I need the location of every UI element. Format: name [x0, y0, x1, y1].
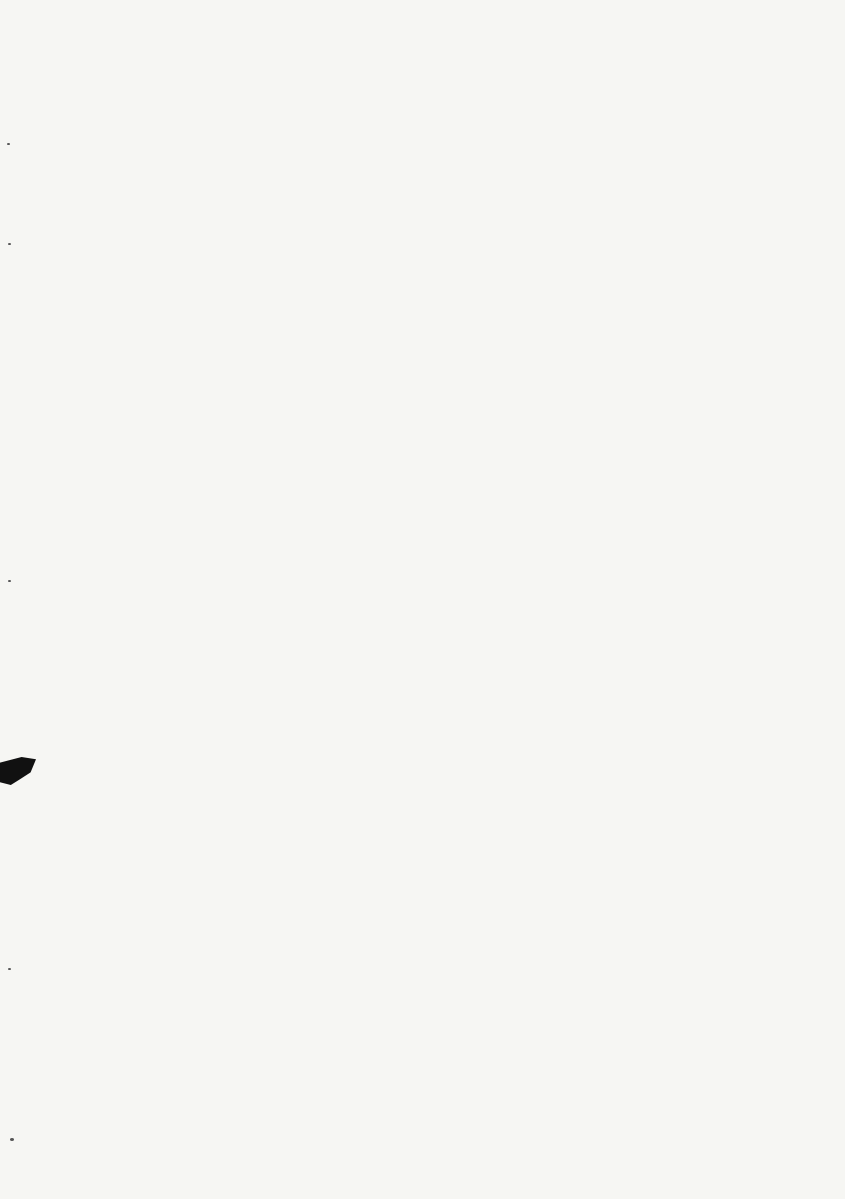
scan-mark: [7, 143, 10, 145]
ink-blot: [0, 757, 36, 785]
scan-mark: [8, 968, 11, 970]
scan-mark: [8, 580, 11, 582]
scan-mark: [8, 243, 11, 245]
scan-mark: [10, 1138, 14, 1141]
